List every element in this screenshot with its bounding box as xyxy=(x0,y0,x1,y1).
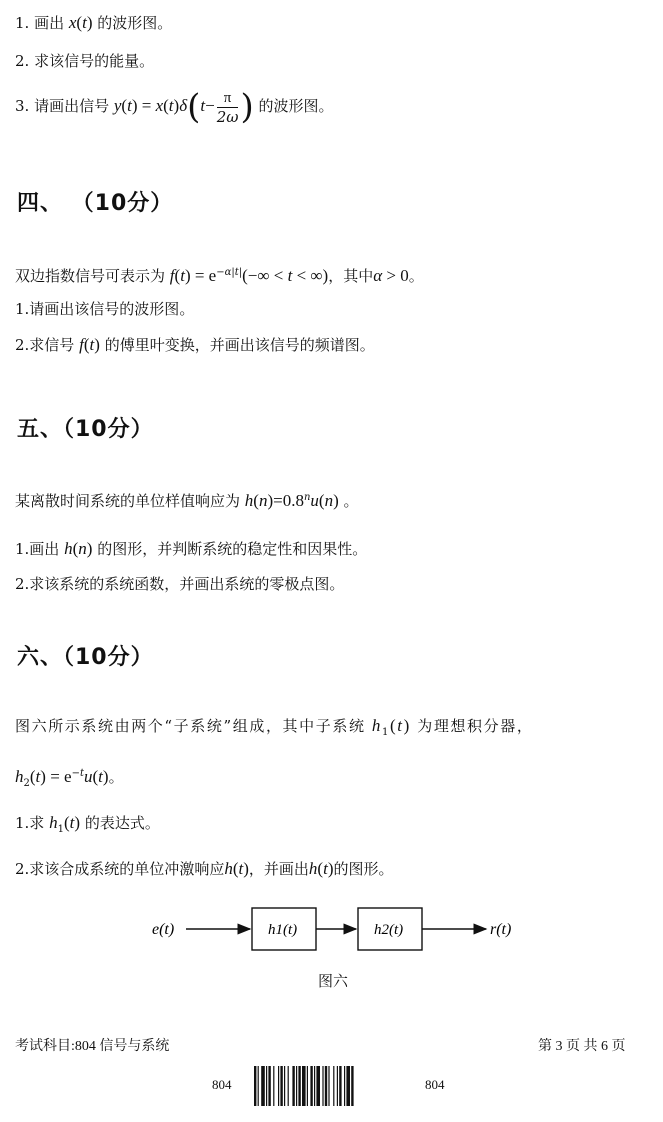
section5-intro: 某离散时间系统的单位样值响应为 $h(n)=0.8^nu(n)$ 。 xyxy=(15,491,359,510)
barcode-bar xyxy=(280,1066,282,1106)
barcode-bar xyxy=(266,1066,267,1106)
barcode-bar xyxy=(346,1066,350,1106)
block-h1-label: h1(t) xyxy=(268,922,298,938)
q-text: 的波形图。 xyxy=(97,14,173,32)
barcode-bar xyxy=(339,1066,341,1106)
section-heading-5: 五、（10分） xyxy=(17,417,154,442)
input-label: e(t) xyxy=(152,921,175,938)
barcode-bar xyxy=(278,1066,279,1106)
section-heading-6: 六、（10分） xyxy=(17,645,154,670)
barcode-bar xyxy=(258,1066,259,1106)
question-6-1: 1.求 $h_1(t)$ 的表达式。 xyxy=(15,813,160,835)
formula-xt: x xyxy=(68,13,77,32)
barcode-bar xyxy=(268,1066,270,1106)
barcode-bar xyxy=(310,1066,312,1106)
output-label: r(t) xyxy=(490,921,512,938)
barcode-bar xyxy=(284,1066,285,1106)
barcode-bar xyxy=(322,1066,323,1106)
question-3-2: 2. 求该信号的能量。 xyxy=(15,52,155,70)
barcode-bar xyxy=(325,1066,327,1106)
figure-caption: 图六 xyxy=(318,972,349,990)
question-5-1: 1.画出 h(n) 的图形，并判断系统的稳定性和因果性。 xyxy=(15,539,368,558)
barcode-bar xyxy=(344,1066,345,1106)
q-text: 1. 画出 xyxy=(15,14,65,32)
barcode-number-right: 804 xyxy=(425,1077,445,1092)
barcode-bar xyxy=(328,1066,329,1106)
barcode-number-left: 804 xyxy=(212,1077,232,1092)
question-5-2: 2.求该系统的系统函数，并画出系统的零极点图。 xyxy=(15,575,345,593)
barcode-bar xyxy=(296,1066,297,1106)
question-3-3: 3. 请画出信号 y(t) = x(t)δ(t− $\frac{\pi}{2\omega}$ ) 的波形图。 xyxy=(15,87,334,127)
section4-intro: 双边指数信号可表示为 $f(t) = e^{-\alpha|t|}(-\infty < t$ < ∞)，其中α > 0。 xyxy=(15,266,424,285)
fraction: $\frac{\pi}{2\omega}$ xyxy=(216,89,239,126)
barcode-bar xyxy=(288,1066,289,1106)
barcode xyxy=(254,1066,412,1106)
section-heading-4: 四、 （10分） xyxy=(17,191,174,216)
barcode-bar xyxy=(316,1066,320,1106)
barcode-bar xyxy=(298,1066,300,1106)
question-4-1: 1.请画出该信号的波形图。 xyxy=(15,300,195,318)
barcode-bar xyxy=(292,1066,294,1106)
barcode-bar xyxy=(254,1066,256,1106)
barcode-bar xyxy=(314,1066,315,1106)
block-diagram xyxy=(140,900,540,960)
barcode-bar xyxy=(333,1066,334,1106)
barcode-bar xyxy=(261,1066,265,1106)
barcode-bar xyxy=(351,1066,353,1106)
footer-page: 第 3 页 共 6 页 xyxy=(538,1039,626,1054)
block-h2-label: h2(t) xyxy=(374,922,404,938)
question-4-2: 2.求信号 f(t) 的傅里叶变换，并画出该信号的频谱图。 xyxy=(15,335,375,354)
section6-intro: 图六所示系统由两个“子系统”组成，其中子系统 $h_1(t)$ 为理想积分器， xyxy=(15,716,534,738)
footer-subject: 考试科目:804 信号与系统 xyxy=(15,1039,170,1054)
question-6-2: 2.求该合成系统的单位冲激响应h(t)，并画出h(t)的图形。 xyxy=(15,859,394,878)
barcode-bar xyxy=(307,1066,308,1106)
h2-definition: $h_2(t) = e^{-t}u(t)$。 xyxy=(15,767,124,789)
question-3-1: 1. 画出 x(t) 的波形图。 xyxy=(15,13,173,32)
barcode-bar xyxy=(302,1066,306,1106)
barcode-bar xyxy=(337,1066,338,1106)
barcode-bar xyxy=(273,1066,274,1106)
